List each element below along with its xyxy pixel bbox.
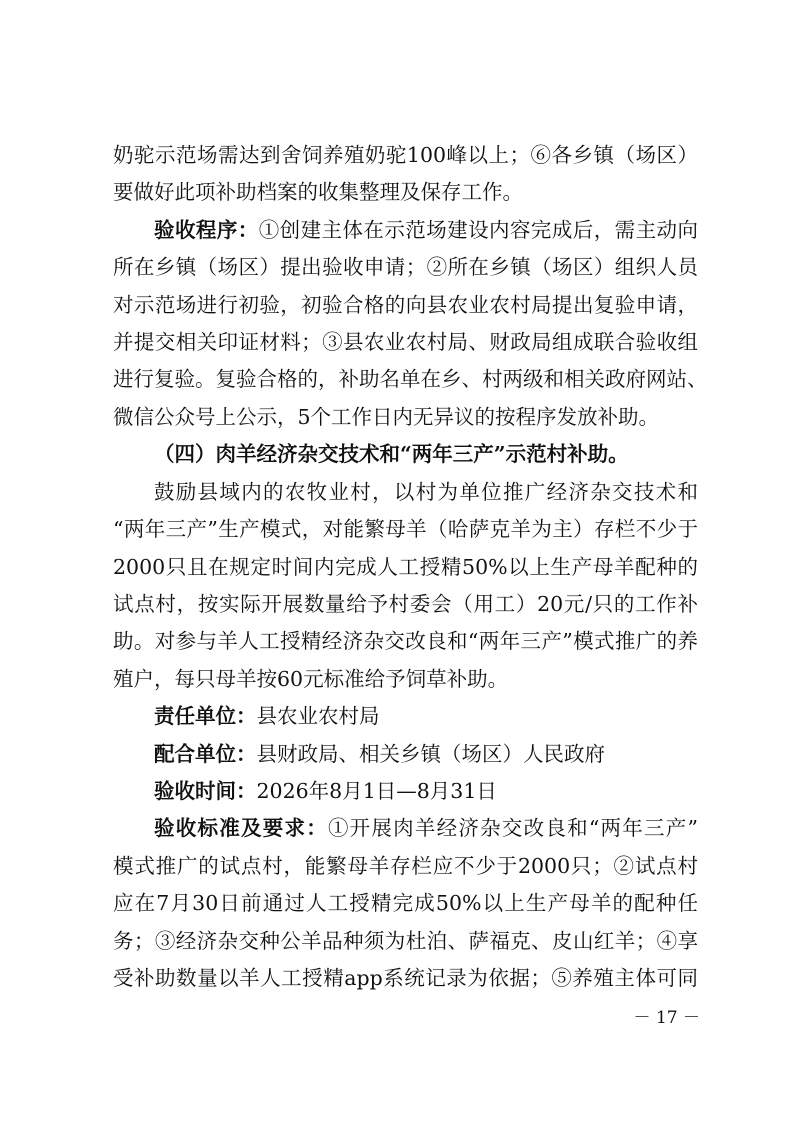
body-line: [113, 661, 698, 697]
inline-heading: 验收程序：: [154, 218, 259, 242]
line-text: 县农业农村局: [256, 704, 380, 728]
section-heading-text: （四）肉羊经济杂交技术和“两年三产”示范村补助。: [154, 442, 629, 466]
cooperating-unit-line: [154, 736, 698, 772]
body-line: [113, 586, 698, 622]
line-text: 应在7月30日前通过人工授精完成50%以上生产母羊的配种任: [113, 891, 698, 915]
line-text: 微信公众号上公示，5个工作日内无异议的按程序发放补助。: [113, 405, 660, 429]
line-text: 县财政局、相关乡镇（场区）人民政府: [256, 742, 605, 766]
inline-heading: 配合单位：: [154, 742, 257, 766]
body-line: [113, 137, 698, 173]
line-text: 试点村，按实际开展数量给予村委会（用工）20元/只的工作补: [113, 592, 698, 616]
section-heading: [154, 436, 698, 472]
line-text: 务；③经济杂交种公羊品种须为杜泊、萨福克、皮山红羊；④享: [113, 929, 698, 953]
paragraph-first-line: [154, 474, 698, 510]
body-line: [113, 174, 698, 210]
line-text: 鼓励县域内的农牧业村，以村为单位推广经济杂交技术和: [154, 480, 698, 504]
line-text: ①创建主体在示范场建设内容完成后，需主动向: [258, 218, 699, 242]
body-line: [113, 885, 698, 921]
body-line: [113, 249, 698, 285]
acceptance-time-line: [154, 773, 698, 809]
line-text: 奶驼示范场需达到舍饲养殖奶驼100峰以上；⑥各乡镇（场区）: [113, 143, 698, 167]
line-text: 殖户，每只母羊按60元标准给予饲草补助。: [113, 667, 509, 691]
body-line: [113, 287, 698, 323]
body-line: [113, 623, 698, 659]
body-line: [113, 549, 698, 585]
line-text: 模式推广的试点村，能繁母羊存栏应不少于2000只；②试点村: [113, 854, 698, 878]
responsible-unit-line: [154, 698, 698, 734]
inline-heading: 验收标准及要求：: [154, 816, 328, 840]
line-text: 对示范场进行初验，初验合格的向县农业农村局提出复验申请，: [113, 293, 698, 317]
line-text: 助。对参与羊人工授精经济杂交改良和“两年三产”模式推广的养: [113, 629, 698, 653]
body-line: [113, 399, 698, 435]
body-line: [113, 848, 698, 884]
inline-heading: 验收时间：: [154, 779, 257, 803]
body-line: [113, 511, 698, 547]
body-line: [113, 324, 698, 360]
page-number: － 17 －: [633, 1008, 700, 1028]
line-text: 2000只且在规定时间内完成人工授精50%以上生产母羊配种的: [113, 555, 698, 579]
line-text: 进行复验。复验合格的，补助名单在乡、村两级和相关政府网站、: [113, 367, 708, 391]
line-text: 要做好此项补助档案的收集整理及保存工作。: [113, 180, 523, 204]
line-text: 所在乡镇（场区）提出验收申请；②所在乡镇（场区）组织人员: [113, 255, 698, 279]
inline-heading: 责任单位：: [154, 704, 257, 728]
line-text: “两年三产”生产模式，对能繁母羊（哈萨克羊为主）存栏不少于: [113, 517, 698, 541]
body-line: [113, 361, 708, 397]
body-line: [113, 923, 698, 959]
paragraph-first-line: [154, 810, 698, 846]
line-text: ①开展肉羊经济杂交改良和“两年三产”: [327, 816, 698, 840]
line-text: 2026年8月1日—8月31日: [256, 779, 497, 803]
line-text: 受补助数量以羊人工授精app系统记录为依据；⑤养殖主体可同: [113, 966, 698, 990]
body-line: [113, 960, 698, 996]
paragraph-first-line: [154, 212, 698, 248]
line-text: 并提交相关印证材料；③县农业农村局、财政局组成联合验收组: [113, 330, 698, 354]
